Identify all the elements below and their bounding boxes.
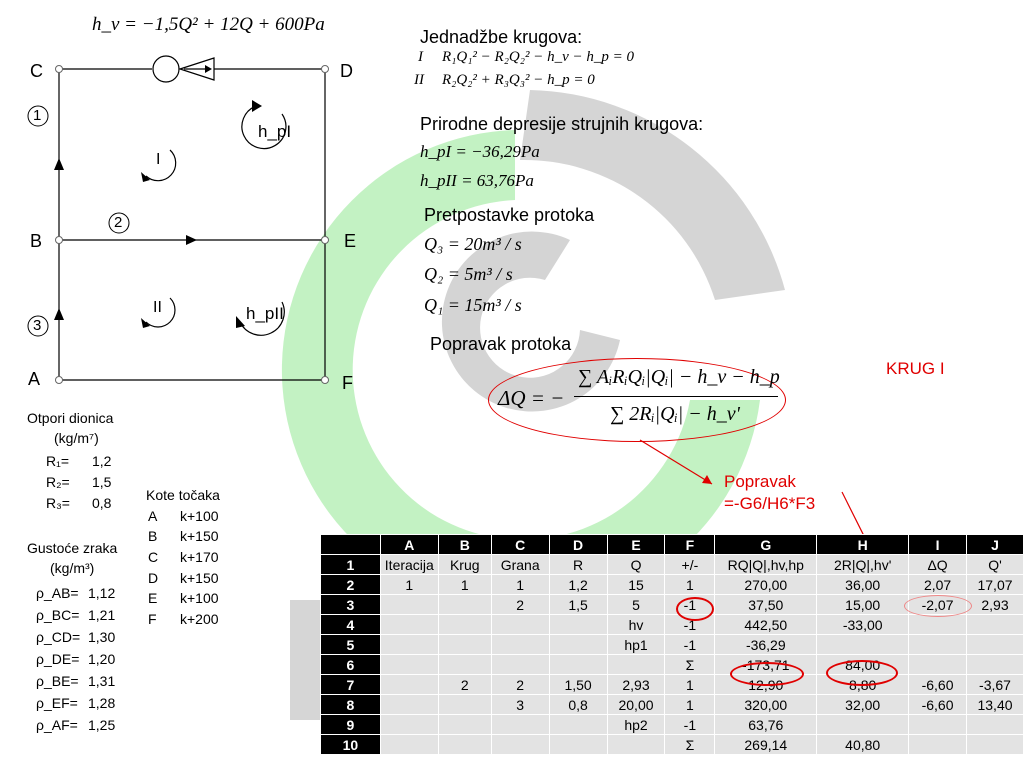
density-name-de: ρ_DE= <box>36 651 80 667</box>
flow-q3: Q₃ = 20m³ / s <box>424 234 522 254</box>
elevation-value-d: k+150 <box>180 570 219 586</box>
elevation-value-f: k+200 <box>180 611 219 627</box>
table-cell[interactable] <box>817 715 909 735</box>
table-cell[interactable] <box>491 635 549 655</box>
branch-number-2: 2 <box>114 214 123 231</box>
density-value-cd: 1,30 <box>88 629 116 645</box>
table-cell[interactable]: Q <box>607 555 665 575</box>
table-cell[interactable]: 2 <box>438 675 491 695</box>
table-cell[interactable]: 320,00 <box>715 695 817 715</box>
popravak-formula: =-G6/H6*F3 <box>724 494 816 513</box>
table-cell[interactable]: 2,93 <box>607 675 665 695</box>
table-cell[interactable]: 1,5 <box>549 595 607 615</box>
density-value-bc: 1,21 <box>88 607 116 623</box>
table-cell[interactable]: Q' <box>967 555 1024 575</box>
table-cell[interactable]: +/- <box>665 555 715 575</box>
table-cell[interactable]: -6,60 <box>909 675 967 695</box>
densities-title: Gustoće zraka <box>27 540 118 556</box>
table-cell[interactable]: 1,50 <box>549 675 607 695</box>
table-cell[interactable]: Σ <box>665 735 715 755</box>
calculation-spreadsheet <box>320 534 1024 755</box>
table-cell[interactable]: 270,00 <box>715 575 817 595</box>
density-name-ef: ρ_EF= <box>36 695 78 711</box>
table-cell[interactable]: 269,14 <box>715 735 817 755</box>
density-value-af: 1,25 <box>88 717 116 733</box>
column-header-a[interactable]: A <box>380 535 438 555</box>
table-cell[interactable]: -173,71 <box>715 655 817 675</box>
table-cell[interactable]: -36,29 <box>715 635 817 655</box>
resistance-name-2: R₂= <box>46 474 70 490</box>
table-cell[interactable] <box>607 655 665 675</box>
table-cell[interactable] <box>380 615 438 635</box>
popravak-label: Popravak <box>724 472 796 491</box>
table-row <box>321 555 1024 575</box>
table-cell[interactable]: ΔQ <box>909 555 967 575</box>
table-cell[interactable] <box>967 615 1024 635</box>
table-cell[interactable] <box>491 735 549 755</box>
table-cell[interactable]: -2,07 <box>909 595 967 615</box>
table-cell[interactable]: -6,60 <box>909 695 967 715</box>
correction-heading: Popravak protoka <box>430 334 572 354</box>
row-header[interactable]: 4 <box>321 615 381 635</box>
elevation-point-b: B <box>148 528 158 544</box>
loop-label-hpii: h_pII <box>246 304 284 323</box>
depression-heading: Prirodne depresije strujnih krugova: <box>420 114 704 134</box>
density-name-bc: ρ_BC= <box>36 607 80 623</box>
density-name-ab: ρ_AB= <box>36 585 79 601</box>
resistance-value-3: 0,8 <box>92 495 112 511</box>
densities-unit: (kg/m³) <box>50 560 95 576</box>
table-cell[interactable] <box>380 695 438 715</box>
row-header[interactable]: 9 <box>321 715 381 735</box>
spreadsheet-header <box>321 535 1024 555</box>
table-row <box>321 675 1024 695</box>
table-cell[interactable]: 15,00 <box>817 595 909 615</box>
table-cell[interactable] <box>909 735 967 755</box>
table-cell[interactable]: Grana <box>491 555 549 575</box>
assumption-heading: Pretpostavke protoka <box>424 205 595 225</box>
table-cell[interactable]: 36,00 <box>817 575 909 595</box>
equation-2: R₂Q₂² + R₃Q₃² − h_p = 0 <box>442 72 595 88</box>
highlight-g6 <box>730 662 804 686</box>
resistance-name-1: R₁= <box>46 453 70 469</box>
table-cell[interactable] <box>967 655 1024 675</box>
table-cell[interactable] <box>549 735 607 755</box>
table-cell[interactable]: 63,76 <box>715 715 817 735</box>
row-header[interactable]: 5 <box>321 635 381 655</box>
table-cell[interactable] <box>380 715 438 735</box>
elevation-point-a: A <box>148 508 158 524</box>
resistance-value-1: 1,2 <box>92 453 112 469</box>
table-cell[interactable]: 1 <box>380 575 438 595</box>
density-value-de: 1,20 <box>88 651 116 667</box>
table-cell[interactable]: 15 <box>607 575 665 595</box>
table-row <box>321 715 1024 735</box>
table-row <box>321 615 1024 635</box>
table-cell[interactable]: hv <box>607 615 665 635</box>
density-name-af: ρ_AF= <box>36 717 78 733</box>
highlight-i3 <box>904 595 972 617</box>
table-cell[interactable] <box>549 635 607 655</box>
highlight-h6 <box>826 660 898 686</box>
column-header-f[interactable]: F <box>665 535 715 555</box>
table-cell[interactable]: -1 <box>665 595 715 615</box>
table-cell[interactable] <box>967 735 1024 755</box>
table-cell[interactable]: 5 <box>607 595 665 615</box>
table-cell[interactable]: 37,50 <box>715 595 817 615</box>
table-cell[interactable] <box>380 655 438 675</box>
table-cell[interactable]: -3,67 <box>967 675 1024 695</box>
node-label-e: E <box>344 231 357 251</box>
row-header[interactable]: 7 <box>321 675 381 695</box>
table-cell[interactable]: -1 <box>665 715 715 735</box>
table-cell[interactable] <box>909 715 967 735</box>
table-cell[interactable] <box>817 635 909 655</box>
table-cell[interactable]: -1 <box>665 615 715 635</box>
table-cell[interactable]: 84,00 <box>817 655 909 675</box>
elevation-point-f: F <box>148 611 157 627</box>
column-header-b[interactable]: B <box>438 535 491 555</box>
elevation-point-e: E <box>148 590 158 606</box>
density-name-cd: ρ_CD= <box>36 629 81 645</box>
table-cell[interactable] <box>438 635 491 655</box>
table-cell[interactable]: 1 <box>491 575 549 595</box>
column-header-i[interactable]: I <box>909 535 967 555</box>
table-cell[interactable] <box>491 655 549 675</box>
table-cell[interactable]: Iteracija <box>380 555 438 575</box>
highlight-f3 <box>676 597 714 621</box>
elevation-point-c: C <box>148 549 159 565</box>
spreadsheet-header-row <box>321 535 1024 555</box>
equation-1: R₁Q₁² − R₂Q₂² − h_v − h_p = 0 <box>442 49 634 65</box>
table-cell[interactable]: -1 <box>665 635 715 655</box>
table-cell[interactable] <box>491 615 549 635</box>
table-cell[interactable] <box>549 715 607 735</box>
row-header[interactable]: 1 <box>321 555 381 575</box>
equation-1-label: I <box>418 49 423 65</box>
correction-numerator: ∑ AᵢRᵢQᵢ|Qᵢ| − h_v − h_p <box>578 366 780 388</box>
density-name-be: ρ_BE= <box>36 673 79 689</box>
table-cell[interactable]: -33,00 <box>817 615 909 635</box>
table-cell[interactable]: 2 <box>491 675 549 695</box>
equation-2-label: II <box>414 72 424 88</box>
row-header[interactable]: 3 <box>321 595 381 615</box>
table-cell[interactable] <box>438 695 491 715</box>
table-cell[interactable]: Krug <box>438 555 491 575</box>
spreadsheet-body <box>321 555 1024 755</box>
row-header[interactable]: 2 <box>321 575 381 595</box>
table-row <box>321 575 1024 595</box>
node-label-d: D <box>340 61 353 81</box>
node-label-b: B <box>30 231 43 251</box>
column-header-h[interactable]: H <box>817 535 909 555</box>
table-cell[interactable] <box>438 655 491 675</box>
table-cell[interactable]: 1 <box>665 675 715 695</box>
table-cell[interactable]: 2 <box>491 595 549 615</box>
branch-number-1: 1 <box>33 107 42 124</box>
column-header-j[interactable]: J <box>967 535 1024 555</box>
table-cell[interactable] <box>438 735 491 755</box>
elevation-value-c: k+170 <box>180 549 219 565</box>
table-cell[interactable]: hp1 <box>607 635 665 655</box>
krug-label: KRUG I <box>886 359 945 378</box>
table-cell[interactable]: RQ|Q|,hv,hp <box>715 555 817 575</box>
table-cell[interactable] <box>607 735 665 755</box>
table-cell[interactable]: 20,00 <box>607 695 665 715</box>
table-cell[interactable]: R <box>549 555 607 575</box>
table-cell[interactable]: 1 <box>665 575 715 595</box>
depression-hpi: h_pI = −36,29Pa <box>420 142 540 161</box>
table-cell[interactable] <box>549 615 607 635</box>
depression-hpii: h_pII = 63,76Pa <box>420 171 534 190</box>
density-value-ab: 1,12 <box>88 585 116 601</box>
node-label-a: A <box>28 369 41 389</box>
table-cell[interactable]: 2,07 <box>909 575 967 595</box>
table-row <box>321 655 1024 675</box>
table-cell[interactable]: 442,50 <box>715 615 817 635</box>
elevation-point-d: D <box>148 570 159 586</box>
row-header[interactable]: 10 <box>321 735 381 755</box>
table-row <box>321 735 1024 755</box>
flow-q1: Q₁ = 15m³ / s <box>424 295 522 315</box>
table-cell[interactable] <box>380 635 438 655</box>
equations-heading: Jednadžbe krugova: <box>420 27 583 47</box>
table-cell[interactable]: 32,00 <box>817 695 909 715</box>
resistance-name-3: R₃= <box>46 495 70 511</box>
table-cell[interactable] <box>967 715 1024 735</box>
table-cell[interactable] <box>909 635 967 655</box>
table-cell[interactable] <box>380 675 438 695</box>
table-cell[interactable]: 1 <box>438 575 491 595</box>
table-row <box>321 635 1024 655</box>
table-cell[interactable]: 1,2 <box>549 575 607 595</box>
resistance-value-2: 1,5 <box>92 474 112 490</box>
table-row <box>321 695 1024 715</box>
table-cell[interactable] <box>491 715 549 735</box>
correction-denominator: ∑ 2Rᵢ|Qᵢ| − h_v' <box>610 403 740 425</box>
density-value-ef: 1,28 <box>88 695 116 711</box>
table-cell[interactable] <box>549 655 607 675</box>
table-cell[interactable]: 0,8 <box>549 695 607 715</box>
loop-label-hpi: h_pI <box>258 122 292 141</box>
table-cell[interactable]: 17,07 <box>967 575 1024 595</box>
fan-formula: h_v = −1,5Q² + 12Q + 600Pa <box>92 14 325 35</box>
flow-q2: Q₂ = 5m³ / s <box>424 264 513 284</box>
table-cell[interactable] <box>380 735 438 755</box>
table-cell[interactable] <box>438 715 491 735</box>
table-cell[interactable]: 12,90 <box>715 675 817 695</box>
column-header-c[interactable]: C <box>491 535 549 555</box>
column-header-e[interactable]: E <box>607 535 665 555</box>
table-cell[interactable] <box>967 635 1024 655</box>
loop-label-ii: II <box>153 299 162 316</box>
elevation-value-e: k+100 <box>180 590 219 606</box>
row-header[interactable]: 8 <box>321 695 381 715</box>
loop-label-i: I <box>156 151 161 168</box>
node-label-c: C <box>30 61 43 81</box>
table-cell[interactable]: 40,80 <box>817 735 909 755</box>
table-cell[interactable]: 1 <box>665 695 715 715</box>
elevations-title: Kote točaka <box>146 487 220 503</box>
table-cell[interactable]: hp2 <box>607 715 665 735</box>
resistances-unit: (kg/m⁷) <box>54 430 99 446</box>
node-label-f: F <box>342 373 353 393</box>
table-cell[interactable]: 2,93 <box>967 595 1024 615</box>
column-header-d[interactable]: D <box>549 535 607 555</box>
table-cell[interactable]: 8,80 <box>817 675 909 695</box>
row-header[interactable]: 6 <box>321 655 381 675</box>
table-cell[interactable]: Σ <box>665 655 715 675</box>
table-cell[interactable]: 13,40 <box>967 695 1024 715</box>
corner-cell <box>321 535 381 555</box>
elevation-value-a: k+100 <box>180 508 219 524</box>
elevation-value-b: k+150 <box>180 528 219 544</box>
correction-lhs: ΔQ = − <box>498 386 565 410</box>
resistances-title: Otpori dionica <box>27 410 114 426</box>
table-cell[interactable] <box>380 595 438 615</box>
table-cell[interactable]: 2R|Q|,hv' <box>817 555 909 575</box>
column-header-g[interactable]: G <box>715 535 817 555</box>
table-cell[interactable] <box>438 615 491 635</box>
table-cell[interactable] <box>909 615 967 635</box>
branch-number-3: 3 <box>33 317 42 334</box>
density-value-be: 1,31 <box>88 673 116 689</box>
table-cell[interactable] <box>909 655 967 675</box>
table-cell[interactable]: 3 <box>491 695 549 715</box>
table-cell[interactable] <box>438 595 491 615</box>
